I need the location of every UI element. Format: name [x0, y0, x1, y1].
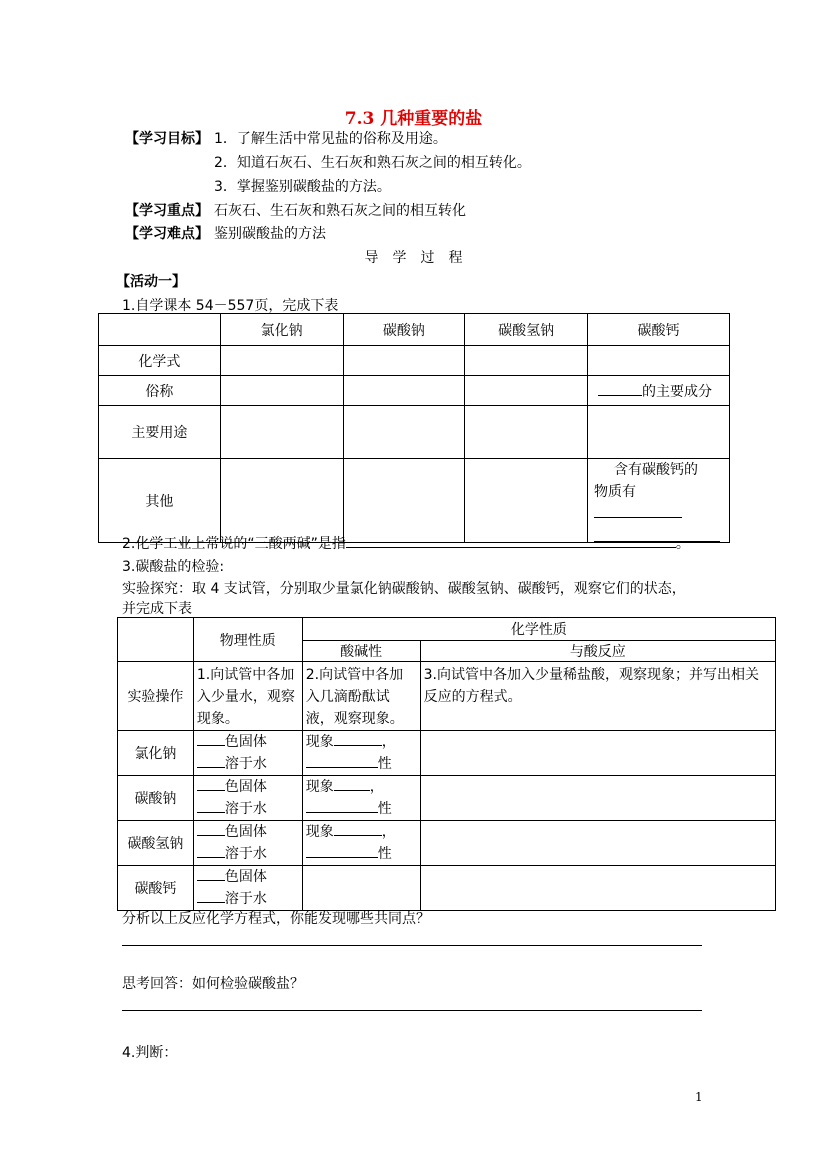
- table-cell: [302, 866, 420, 911]
- other-line-2: 物质有: [594, 484, 636, 500]
- hard-text: 鉴别碳酸盐的方法: [214, 226, 326, 242]
- page-title: 7.3 几种重要的盐: [344, 109, 483, 129]
- question-2: 2.化学工业上常说的“三酸两碱”是指 。: [122, 536, 690, 552]
- table-cell: [420, 776, 775, 821]
- row-label: 碳酸氢钠: [118, 821, 194, 866]
- analysis-question: 分析以上反应化学方程式，你能发现哪些共同点？: [122, 911, 430, 927]
- table-cell: [343, 459, 465, 543]
- other-line-1: 含有碳酸钙的: [614, 462, 698, 478]
- table-corner: [99, 314, 221, 346]
- row-label: 碳酸钠: [118, 776, 194, 821]
- acidbase-cell: 现象 ， 性: [302, 821, 420, 866]
- answer-line: [122, 1010, 702, 1011]
- acid-react-header: 与酸反应: [420, 641, 775, 662]
- table-cell: [220, 346, 343, 376]
- experiment-line-2: 并完成下表: [122, 601, 192, 617]
- goal-1: 1．了解生活中常见盐的俗称及用途。: [214, 131, 447, 147]
- salt-table: [98, 313, 730, 543]
- goal-2: 2．知道石灰石、生石灰和熟石灰之间的相互转化。: [214, 155, 531, 171]
- table-cell: [343, 346, 465, 376]
- question-1: 1.自学课本 54－557页，完成下表: [122, 298, 339, 314]
- table-cell: [220, 459, 343, 543]
- row-label: 实验操作: [118, 662, 194, 731]
- op-cell: 3.向试管中各加入少量稀盐酸，观察现象；并写出相关反应的方程式。: [420, 662, 775, 731]
- table-cell: [220, 376, 343, 406]
- phys-cell: 色固体 溶于水: [193, 866, 302, 911]
- answer-line: [122, 945, 702, 946]
- row-label: 主要用途: [99, 406, 221, 459]
- alias-suffix: 的主要成分: [642, 383, 712, 400]
- think-question: 思考回答：如何检验碳酸盐？: [122, 976, 304, 992]
- phys-cell: 色固体 溶于水: [193, 776, 302, 821]
- table-cell: [220, 406, 343, 459]
- goals-label: 【学习目标】: [125, 131, 209, 147]
- table-cell: [588, 376, 730, 406]
- row-label: 其他: [99, 459, 221, 543]
- table-header: 氯化钠: [220, 314, 343, 346]
- table-cell: [465, 459, 588, 543]
- table-cell: [465, 346, 588, 376]
- table-cell: [465, 406, 588, 459]
- acidbase-cell: 现象 ， 性: [302, 731, 420, 776]
- row-label: 俗称: [99, 376, 221, 406]
- key-label: 【学习重点】: [125, 203, 209, 219]
- question-4: 4.判断：: [122, 1045, 178, 1061]
- activity-label: 【活动一】: [116, 274, 186, 290]
- table-header: 碳酸钙: [588, 314, 730, 346]
- table-cell: [420, 731, 775, 776]
- table-cell: [343, 406, 465, 459]
- key-text: 石灰石、生石灰和熟石灰之间的相互转化: [214, 203, 466, 219]
- table-cell: [588, 346, 730, 376]
- row-label: 碳酸钙: [118, 866, 194, 911]
- phys-cell: 色固体 溶于水: [193, 821, 302, 866]
- goal-3: 3．掌握鉴别碳酸盐的方法。: [214, 179, 391, 195]
- op-cell: 2.向试管中各加入几滴酚酞试液，观察现象。: [302, 662, 420, 731]
- op-cell: 1.向试管中各加入少量水，观察现象。: [193, 662, 302, 731]
- table-corner: [118, 618, 194, 662]
- row-label: 氯化钠: [118, 731, 194, 776]
- hard-label: 【学习难点】: [125, 226, 209, 242]
- table-cell: [420, 821, 775, 866]
- table-header: 碳酸钠: [343, 314, 465, 346]
- chem-header: 化学性质: [302, 618, 775, 641]
- table-cell: [420, 866, 775, 911]
- phys-header: 物理性质: [193, 618, 302, 662]
- acidbase-header: 酸碱性: [302, 641, 420, 662]
- table-cell: [465, 376, 588, 406]
- table-cell: [588, 459, 730, 543]
- table-header: 碳酸氢钠: [465, 314, 588, 346]
- phys-cell: 色固体 溶于水: [193, 731, 302, 776]
- row-label: 化学式: [99, 346, 221, 376]
- guide-heading: 导 学 过 程: [364, 250, 463, 266]
- question-3: 3.碳酸盐的检验:: [122, 559, 225, 575]
- table-cell: [588, 406, 730, 459]
- carbonate-test-table: [117, 617, 776, 911]
- experiment-line-1: 实验探究：取 4 支试管，分别取少量氯化钠碳酸钠、碳酸氢钠、碳酸钙，观察它们的状态，: [122, 581, 686, 597]
- table-cell: [343, 376, 465, 406]
- acidbase-cell: 现象 ， 性: [302, 776, 420, 821]
- page-number: 1: [695, 1090, 703, 1104]
